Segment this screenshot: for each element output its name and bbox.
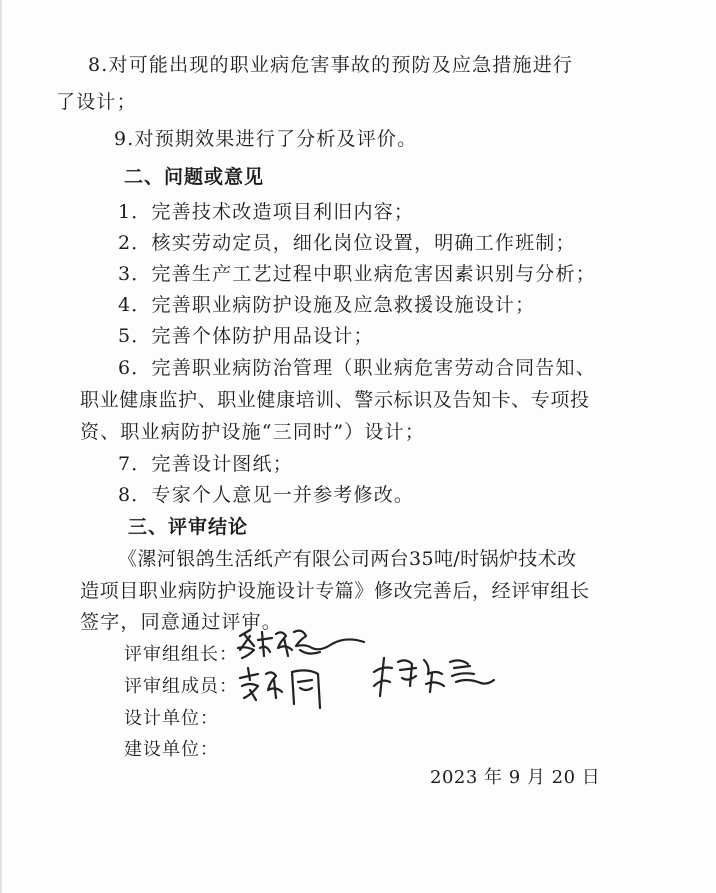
review-leader-label: 评审组组长： — [124, 644, 238, 665]
conclusion-line-2: 造项目职业病防护设施设计专篇》修改完善后，经评审组长 — [80, 580, 590, 602]
item-9: 9.对预期效果进行了分析及评价。 — [114, 128, 418, 150]
issue-5: 5．完善个体防护用品设计； — [118, 325, 374, 347]
review-members-label: 评审组成员： — [124, 676, 238, 697]
item-8-line-2: 了设计； — [56, 91, 137, 113]
conclusion-line-1: 《漯河银鸽生活纸产有限公司两台35吨/时锅炉技术改 — [118, 548, 577, 570]
issue-4: 4．完善职业病防护设施及应急救援设施设计； — [118, 294, 536, 316]
construction-unit-label: 建设单位： — [124, 739, 219, 760]
design-unit-label: 设计单位： — [124, 708, 219, 729]
signing-date: 2023 年 9 月 20 日 — [430, 767, 601, 788]
leader-signature — [236, 626, 371, 666]
issue-6-line-1: 6．完善职业病防治管理（职业病危害劳动合同告知、 — [118, 357, 596, 379]
section-2-title: 二、问题或意见 — [124, 166, 265, 188]
issue-1: 1．完善技术改造项目利旧内容； — [118, 201, 415, 223]
item-8-line-1: 8.对可能出现的职业病危害事故的预防及应急措施进行 — [88, 54, 574, 76]
issue-7: 7．完善设计图纸； — [118, 453, 293, 475]
member-signature-2 — [370, 652, 500, 700]
issue-2: 2．核实劳动定员，细化岗位设置，明确工作班制； — [118, 232, 576, 254]
conclusion-line-3: 签字，同意通过评审。 — [80, 611, 283, 633]
issue-6-line-2: 职业健康监护、职业健康培训、警示标识及告知卡、专项投 — [80, 389, 590, 411]
member-signature-1 — [236, 664, 336, 712]
issue-3: 3．完善生产工艺过程中职业病危害因素识别与分析； — [118, 263, 596, 285]
issue-8: 8．专家个人意见一并参考修改。 — [118, 484, 415, 506]
section-3-title: 三、评审结论 — [128, 516, 249, 538]
scan-edge — [0, 0, 3, 893]
issue-6-line-3: 资、职业病防护设施“三同时”）设计； — [80, 421, 426, 443]
